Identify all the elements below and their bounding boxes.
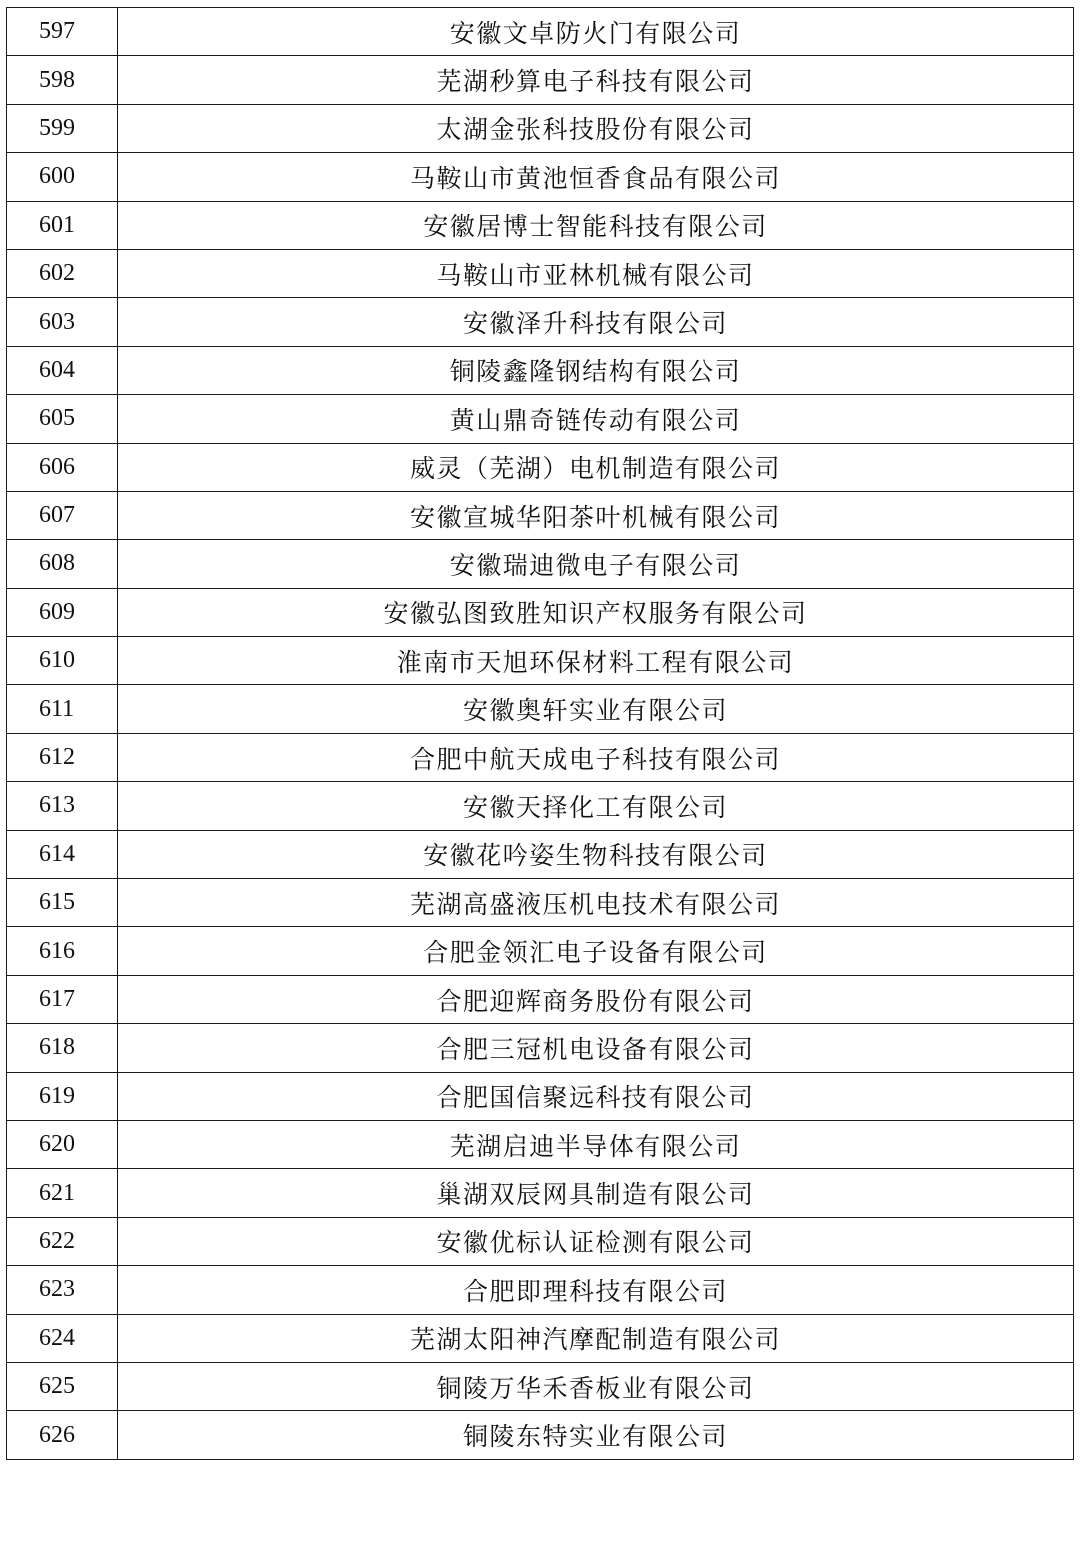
table-row: [7, 201, 1074, 249]
company-name-cell: 安徽优标认证检测有限公司: [118, 1217, 1074, 1265]
table-row: [7, 1314, 1074, 1362]
row-number-cell: 611: [7, 685, 118, 733]
row-number-cell: 623: [7, 1266, 118, 1314]
table-row: [7, 1024, 1074, 1072]
row-number-cell: 600: [7, 153, 118, 201]
company-name-cell: 安徽奥轩实业有限公司: [118, 685, 1074, 733]
row-number-cell: 626: [7, 1411, 118, 1459]
table-row: [7, 782, 1074, 830]
company-name-cell: 芜湖太阳神汽摩配制造有限公司: [118, 1314, 1074, 1362]
table-row: [7, 443, 1074, 491]
table-row: [7, 56, 1074, 104]
row-number-cell: 604: [7, 346, 118, 394]
table-row: [7, 733, 1074, 781]
company-name-cell: 安徽居博士智能科技有限公司: [118, 201, 1074, 249]
company-name-cell: 威灵（芜湖）电机制造有限公司: [118, 443, 1074, 491]
table-row: [7, 685, 1074, 733]
row-number-cell: 613: [7, 782, 118, 830]
row-number-cell: 624: [7, 1314, 118, 1362]
company-name-cell: 合肥中航天成电子科技有限公司: [118, 733, 1074, 781]
table-row: [7, 830, 1074, 878]
company-name-cell: 太湖金张科技股份有限公司: [118, 104, 1074, 152]
table-row: [7, 540, 1074, 588]
row-number-cell: 619: [7, 1072, 118, 1120]
company-name-cell: 安徽文卓防火门有限公司: [118, 8, 1074, 56]
row-number-cell: 608: [7, 540, 118, 588]
table-row: [7, 1266, 1074, 1314]
row-number-cell: 617: [7, 975, 118, 1023]
row-number-cell: 612: [7, 733, 118, 781]
table-row: [7, 298, 1074, 346]
company-name-cell: 芜湖启迪半导体有限公司: [118, 1120, 1074, 1168]
table-row: [7, 104, 1074, 152]
company-name-cell: 铜陵鑫隆钢结构有限公司: [118, 346, 1074, 394]
company-name-cell: 安徽泽升科技有限公司: [118, 298, 1074, 346]
table-row: [7, 1120, 1074, 1168]
table-row: [7, 395, 1074, 443]
company-name-cell: 合肥即理科技有限公司: [118, 1266, 1074, 1314]
company-name-cell: 铜陵东特实业有限公司: [118, 1411, 1074, 1459]
row-number-cell: 599: [7, 104, 118, 152]
company-name-cell: 淮南市天旭环保材料工程有限公司: [118, 637, 1074, 685]
company-name-cell: 铜陵万华禾香板业有限公司: [118, 1362, 1074, 1410]
company-name-cell: 马鞍山市亚林机械有限公司: [118, 249, 1074, 297]
table-row: [7, 879, 1074, 927]
table-row: [7, 153, 1074, 201]
row-number-cell: 597: [7, 8, 118, 56]
company-name-cell: 马鞍山市黄池恒香食品有限公司: [118, 153, 1074, 201]
company-name-cell: 安徽宣城华阳茶叶机械有限公司: [118, 491, 1074, 539]
company-name-cell: 安徽花吟姿生物科技有限公司: [118, 830, 1074, 878]
table-row: [7, 1169, 1074, 1217]
company-name-cell: 芜湖秒算电子科技有限公司: [118, 56, 1074, 104]
table-row: [7, 491, 1074, 539]
table-row: [7, 975, 1074, 1023]
row-number-cell: 618: [7, 1024, 118, 1072]
table-row: [7, 927, 1074, 975]
company-name-cell: 黄山鼎奇链传动有限公司: [118, 395, 1074, 443]
table-row: [7, 637, 1074, 685]
company-list-table: [6, 7, 1074, 1460]
table-row: [7, 249, 1074, 297]
row-number-cell: 601: [7, 201, 118, 249]
company-name-cell: 合肥三冠机电设备有限公司: [118, 1024, 1074, 1072]
company-name-cell: 合肥国信聚远科技有限公司: [118, 1072, 1074, 1120]
row-number-cell: 621: [7, 1169, 118, 1217]
row-number-cell: 616: [7, 927, 118, 975]
row-number-cell: 603: [7, 298, 118, 346]
row-number-cell: 610: [7, 637, 118, 685]
company-name-cell: 巢湖双辰网具制造有限公司: [118, 1169, 1074, 1217]
company-name-cell: 芜湖高盛液压机电技术有限公司: [118, 879, 1074, 927]
row-number-cell: 602: [7, 249, 118, 297]
row-number-cell: 598: [7, 56, 118, 104]
table-row: [7, 1362, 1074, 1410]
row-number-cell: 625: [7, 1362, 118, 1410]
row-number-cell: 614: [7, 830, 118, 878]
row-number-cell: 605: [7, 395, 118, 443]
table-row: [7, 346, 1074, 394]
row-number-cell: 607: [7, 491, 118, 539]
table-row: [7, 8, 1074, 56]
company-name-cell: 安徽瑞迪微电子有限公司: [118, 540, 1074, 588]
table-row: [7, 588, 1074, 636]
row-number-cell: 606: [7, 443, 118, 491]
row-number-cell: 620: [7, 1120, 118, 1168]
row-number-cell: 622: [7, 1217, 118, 1265]
table-body: [7, 8, 1074, 1460]
table-row: [7, 1217, 1074, 1265]
row-number-cell: 615: [7, 879, 118, 927]
company-name-cell: 安徽弘图致胜知识产权服务有限公司: [118, 588, 1074, 636]
company-name-cell: 合肥金领汇电子设备有限公司: [118, 927, 1074, 975]
table-row: [7, 1072, 1074, 1120]
row-number-cell: 609: [7, 588, 118, 636]
company-name-cell: 安徽天择化工有限公司: [118, 782, 1074, 830]
company-name-cell: 合肥迎辉商务股份有限公司: [118, 975, 1074, 1023]
table-row: [7, 1411, 1074, 1459]
